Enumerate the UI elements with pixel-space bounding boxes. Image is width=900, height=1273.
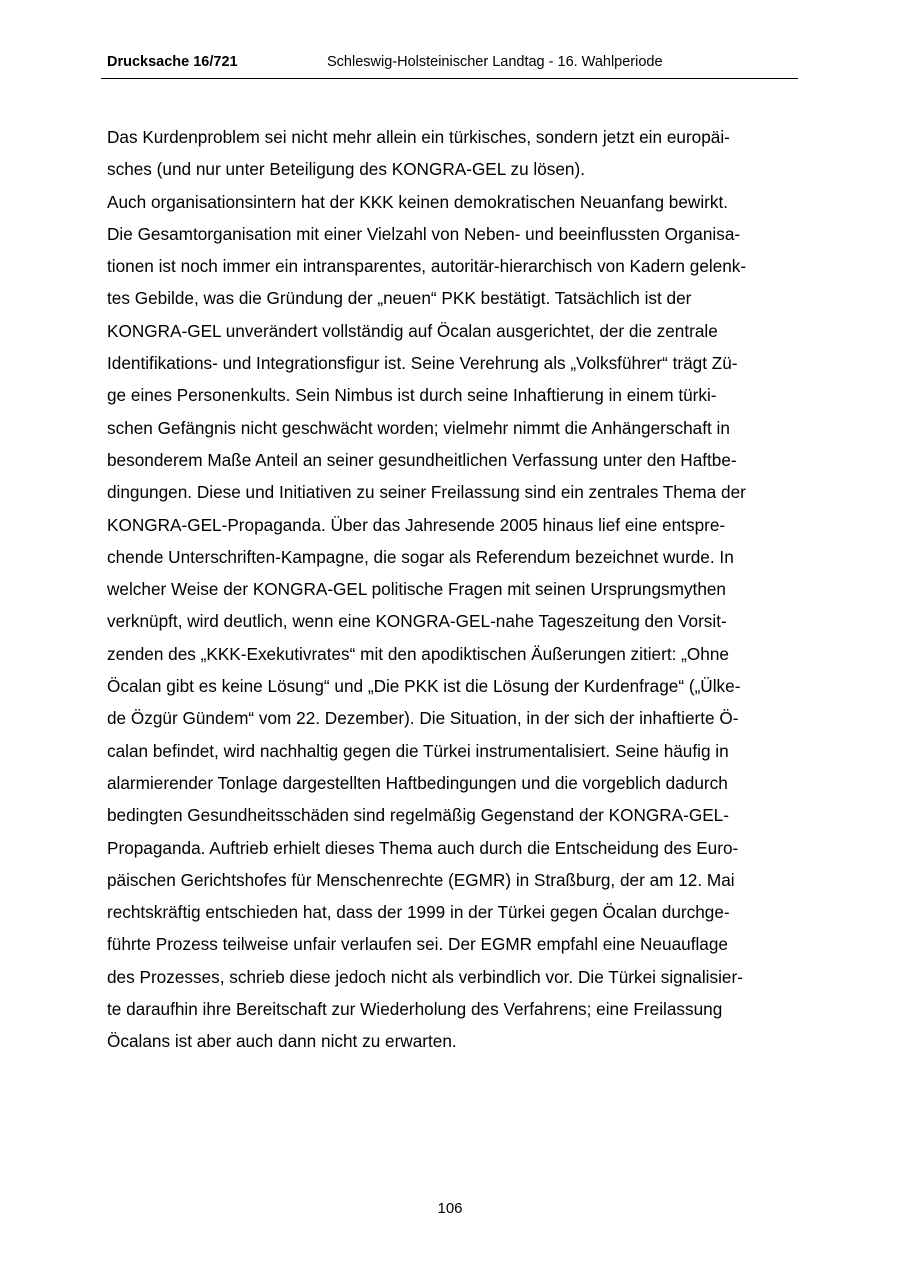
text-line: Auch organisationsintern hat der KKK keinen demokratischen Neuanfang bewirkt. [107,191,729,212]
body-text [107,121,797,1058]
text-line: Öcalans ist aber auch dann nicht zu erwarten. [107,1031,457,1052]
text-line: KONGRA-GEL-Propaganda. Über das Jahresende 2005 hinaus lief eine entspre- [107,514,726,535]
text-line: rechtskräftig entschieden hat, dass der 1999 in der Türkei gegen Öcalan durchge- [107,902,730,923]
text-line: Die Gesamtorganisation mit einer Vielzahl von Neben- und beeinflussten Organisa- [107,223,741,244]
text-line: welcher Weise der KONGRA-GEL politische Fragen mit seinen Ursprungsmythen [107,579,726,600]
text-line: tionen ist noch immer ein intransparentes, autoritär-hierarchisch von Kadern gelenk- [107,256,747,277]
text-line: Das Kurdenproblem sei nicht mehr allein ein türkisches, sondern jetzt ein europäi- [107,127,730,147]
text-line: te daraufhin ihre Bereitschaft zur Wiederholung des Verfahrens; eine Freilassung [107,999,723,1020]
text-line: päischen Gerichtshofes für Menschenrechte (EGMR) in Straßburg, der am 12. Mai [107,869,735,890]
text-line: des Prozesses, schrieb diese jedoch nicht als verbindlich vor. Die Türkei signalisier- [107,966,743,987]
text-line: ge eines Personenkults. Sein Nimbus ist durch seine Inhaftierung in einem türki- [107,385,717,406]
text-line: tes Gebilde, was die Gründung der „neuen“ PKK bestätigt. Tatsächlich ist der [107,288,692,309]
text-line: calan befindet, wird nachhaltig gegen die Türkei instrumentalisiert. Seine häufig in [107,740,729,761]
text-line: dingungen. Diese und Initiativen zu seiner Freilassung sind ein zentrales Thema der [107,482,746,503]
text-line: schen Gefängnis nicht geschwächt worden; vielmehr nimmt die Anhängerschaft in [107,417,730,438]
text-line: Öcalan gibt es keine Lösung“ und „Die PKK ist die Lösung der Kurdenfrage“ („Ülke- [107,676,741,697]
text-line: bedingten Gesundheitsschäden sind regelmäßig Gegenstand der KONGRA-GEL- [107,805,729,826]
text-line: alarmierender Tonlage dargestellten Haftbedingungen und die vorgeblich dadurch [107,772,728,793]
text-line: besonderem Maße Anteil an seiner gesundheitlichen Verfassung unter den Haftbe- [107,449,737,470]
text-line: führte Prozess teilweise unfair verlaufen sei. Der EGMR empfahl eine Neuauflage [107,934,728,955]
text-line: Propaganda. Auftrieb erhielt dieses Thema auch durch die Entscheidung des Euro- [107,837,739,858]
document-number: Drucksache 16/721 [107,54,238,70]
text-line: de Özgür Gündem“ vom 22. Dezember). Die Situation, in der sich der inhaftierte Ö- [107,708,739,729]
text-line: sches (und nur unter Beteiligung des KONGRA-GEL zu lösen). [107,159,585,180]
text-line: verknüpft, wird deutlich, wenn eine KONGRA-GEL-nahe Tageszeitung den Vorsit- [107,611,727,632]
text-line: zenden des „KKK-Exekutivrates“ mit den apodiktischen Äußerungen zitiert: „Ohne [107,643,729,664]
page-number: 106 [437,1200,463,1217]
text-line: KONGRA-GEL unverändert vollständig auf Öcalan ausgerichtet, der die zentrale [107,320,718,341]
page-header [101,50,798,79]
text-line: chende Unterschriften-Kampagne, die sogar als Referendum bezeichnet wurde. In [107,546,734,567]
parliament-title: Schleswig-Holsteinischer Landtag - 16. Wahlperiode [327,54,663,70]
text-line: Identifikations- und Integrationsfigur ist. Seine Verehrung als „Volksführer“ trägt Zü- [107,353,738,374]
